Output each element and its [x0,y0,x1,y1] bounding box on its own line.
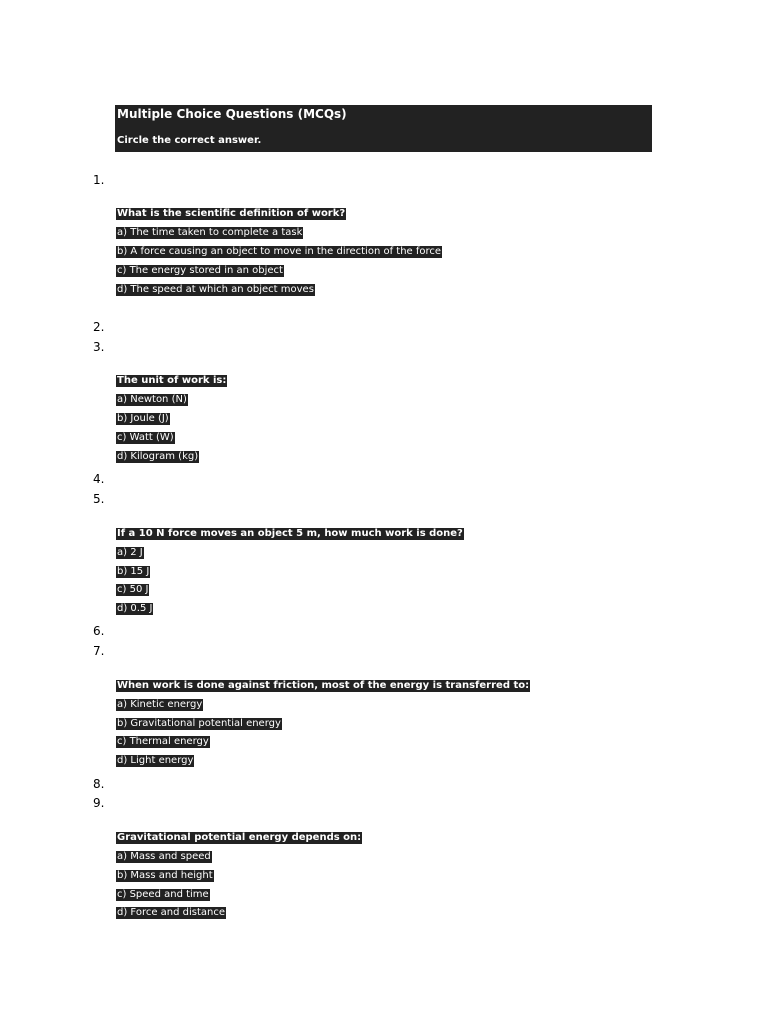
list-number: 5. [93,492,105,506]
question-5-option-a: a) Mass and speed [117,851,211,862]
question-3-text: If a 10 N force moves an object 5 m, how much work is done? [117,528,463,539]
question-1-option-d: d) The speed at which an object moves [117,284,314,295]
question-3-option-b: b) 15 J [117,566,150,577]
list-number: 7. [93,644,105,658]
list-number: 1. [93,173,105,187]
list-number: 9. [93,796,105,810]
instructions-banner [115,105,652,152]
question-4-option-a: a) Kinetic energy [117,699,203,710]
question-5-option-d: d) Force and distance [117,907,226,918]
question-2-option-c: c) Watt (W) [117,432,174,443]
list-number: 8. [93,777,105,791]
question-3-option-d: d) 0.5 J [117,603,153,614]
question-4-option-d: d) Light energy [117,755,194,766]
question-3-option-a: a) 2 J [117,547,143,558]
question-1-option-a: a) The time taken to complete a task [117,227,303,238]
question-5-option-c: c) Speed and time [117,889,209,900]
question-1-text: What is the scientific definition of work? [117,208,346,219]
question-2-option-a: a) Newton (N) [117,394,187,405]
question-2-text: The unit of work is: [117,375,227,386]
question-2-option-b: b) Joule (J) [117,413,169,424]
list-number: 6. [93,624,105,638]
list-number: 4. [93,472,105,486]
question-5-text: Gravitational potential energy depends on: [117,832,362,843]
list-number: 2. [93,320,105,334]
question-1-option-b: b) A force causing an object to move in the direction of the force [117,246,442,257]
question-4-text: When work is done against friction, most of the energy is transferred to: [117,680,530,691]
instructions-text: Circle the correct answer. [117,135,262,146]
question-5-option-b: b) Mass and height [117,870,213,881]
question-2-option-d: d) Kilogram (kg) [117,451,199,462]
question-3-option-c: c) 50 J [117,584,149,595]
question-4-option-c: c) Thermal energy [117,736,209,747]
page-title: Multiple Choice Questions (MCQs) [117,107,347,121]
question-1-option-c: c) The energy stored in an object [117,265,283,276]
question-4-option-b: b) Gravitational potential energy [117,718,281,729]
list-number: 3. [93,340,105,354]
